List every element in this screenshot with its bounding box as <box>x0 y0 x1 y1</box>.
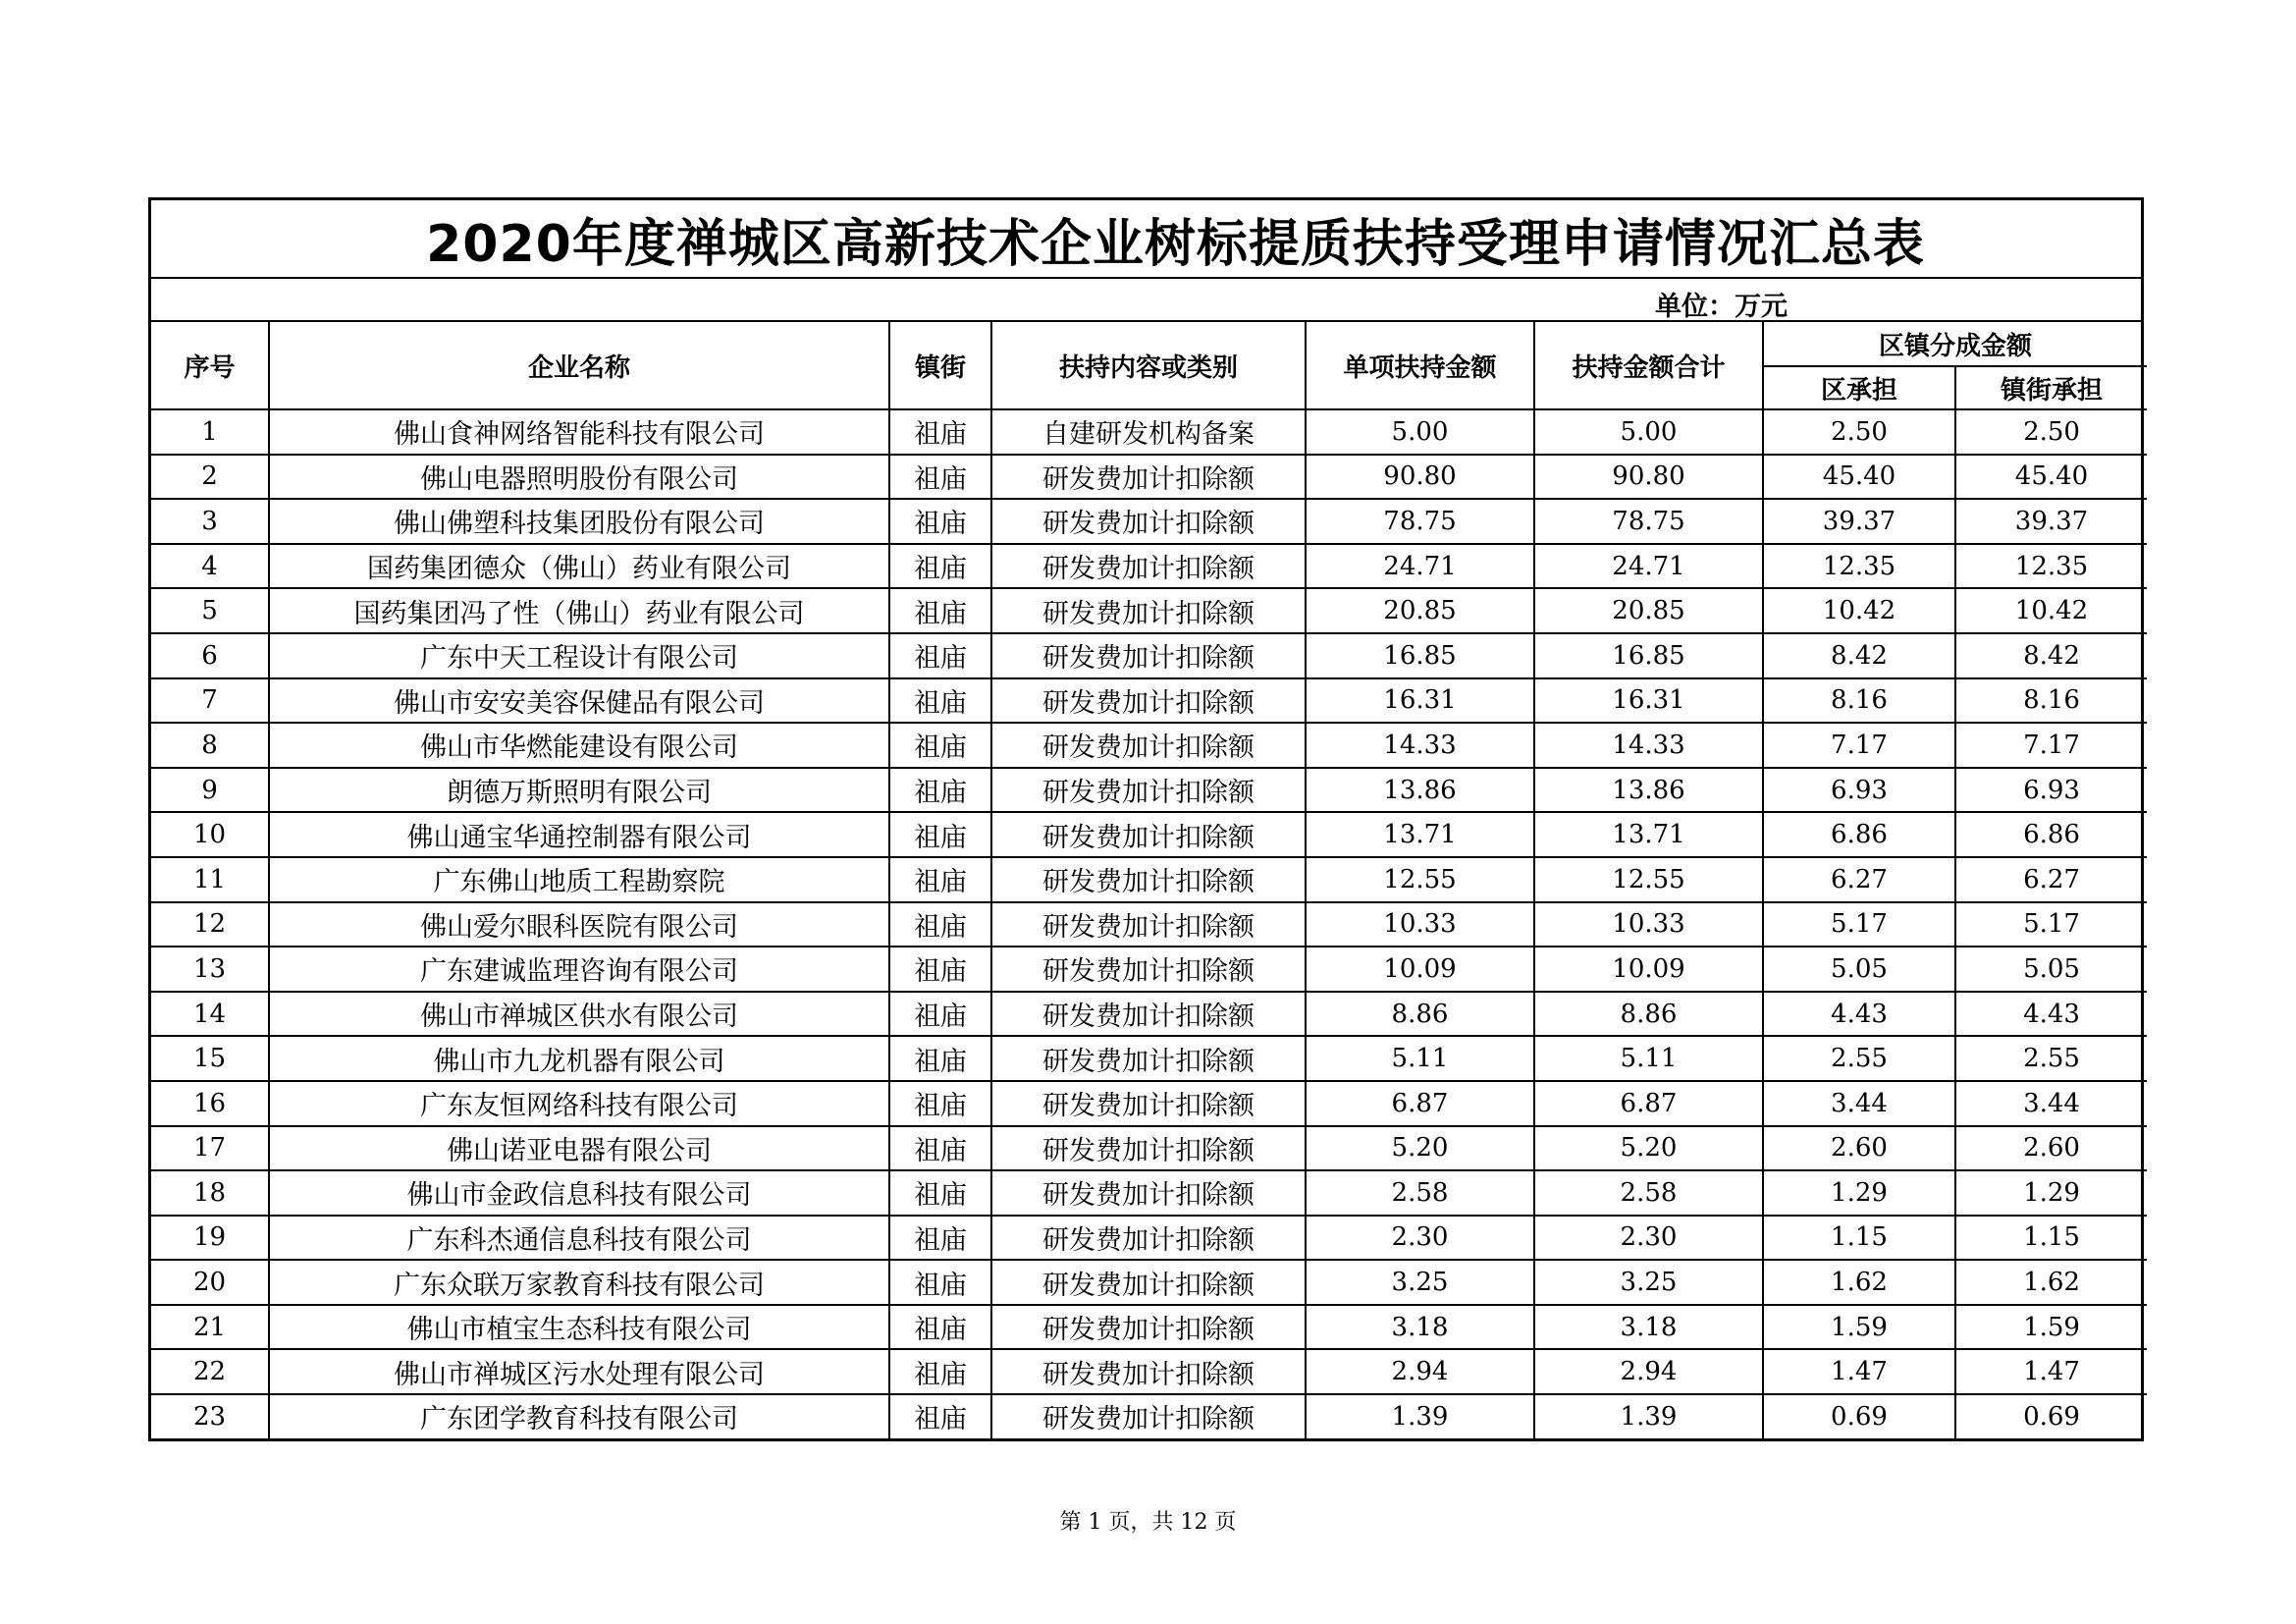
cell-content: 研发费加计扣除额 <box>991 1081 1306 1126</box>
cell-content: 研发费加计扣除额 <box>991 1349 1306 1394</box>
cell-single-amount: 5.20 <box>1306 1126 1534 1171</box>
cell-company: 佛山佛塑科技集团股份有限公司 <box>269 499 889 544</box>
cell-total-amount: 16.31 <box>1534 678 1763 724</box>
cell-single-amount: 5.00 <box>1306 409 1534 455</box>
cell-town: 祖庙 <box>889 947 991 992</box>
cell-company: 国药集团冯了性（佛山）药业有限公司 <box>269 588 889 633</box>
cell-seq: 8 <box>151 723 269 768</box>
cell-single-amount: 8.86 <box>1306 992 1534 1037</box>
cell-company: 佛山市金政信息科技有限公司 <box>269 1170 889 1216</box>
cell-town: 祖庙 <box>889 409 991 455</box>
cell-town: 祖庙 <box>889 1394 991 1438</box>
cell-content: 研发费加计扣除额 <box>991 1260 1306 1305</box>
cell-district-share: 2.50 <box>1763 409 1955 455</box>
cell-town-share: 2.55 <box>1955 1036 2147 1081</box>
cell-town-share: 1.29 <box>1955 1170 2147 1216</box>
cell-total-amount: 1.39 <box>1534 1394 1763 1438</box>
cell-town: 祖庙 <box>889 1260 991 1305</box>
cell-company: 广东建诚监理咨询有限公司 <box>269 947 889 992</box>
cell-content: 研发费加计扣除额 <box>991 633 1306 678</box>
cell-company: 朗德万斯照明有限公司 <box>269 768 889 813</box>
cell-district-share: 12.35 <box>1763 544 1955 589</box>
cell-seq: 16 <box>151 1081 269 1126</box>
cell-single-amount: 12.55 <box>1306 857 1534 902</box>
table-row <box>151 1394 2147 1438</box>
table-row <box>151 992 2147 1037</box>
cell-district-share: 10.42 <box>1763 588 1955 633</box>
table-row <box>151 1081 2147 1126</box>
cell-district-share: 2.60 <box>1763 1126 1955 1171</box>
table-row <box>151 544 2147 589</box>
cell-single-amount: 16.85 <box>1306 633 1534 678</box>
cell-town: 祖庙 <box>889 1126 991 1171</box>
cell-district-share: 8.42 <box>1763 633 1955 678</box>
header-content: 扶持内容或类别 <box>991 322 1306 409</box>
cell-seq: 1 <box>151 409 269 455</box>
cell-district-share: 1.47 <box>1763 1349 1955 1394</box>
cell-district-share: 39.37 <box>1763 499 1955 544</box>
cell-company: 广东众联万家教育科技有限公司 <box>269 1260 889 1305</box>
cell-town-share: 6.93 <box>1955 768 2147 813</box>
cell-town: 祖庙 <box>889 812 991 857</box>
cell-seq: 22 <box>151 1349 269 1394</box>
cell-company: 广东佛山地质工程勘察院 <box>269 857 889 902</box>
cell-single-amount: 2.30 <box>1306 1216 1534 1261</box>
cell-total-amount: 2.58 <box>1534 1170 1763 1216</box>
cell-town-share: 1.62 <box>1955 1260 2147 1305</box>
cell-town: 祖庙 <box>889 1216 991 1261</box>
cell-total-amount: 24.71 <box>1534 544 1763 589</box>
cell-seq: 6 <box>151 633 269 678</box>
table-row <box>151 812 2147 857</box>
cell-total-amount: 90.80 <box>1534 455 1763 500</box>
table-row <box>151 1170 2147 1216</box>
cell-single-amount: 90.80 <box>1306 455 1534 500</box>
cell-town: 祖庙 <box>889 1170 991 1216</box>
cell-content: 研发费加计扣除额 <box>991 544 1306 589</box>
cell-town: 祖庙 <box>889 857 991 902</box>
cell-single-amount: 78.75 <box>1306 499 1534 544</box>
cell-seq: 2 <box>151 455 269 500</box>
cell-seq: 21 <box>151 1305 269 1350</box>
cell-company: 广东团学教育科技有限公司 <box>269 1394 889 1438</box>
cell-single-amount: 5.11 <box>1306 1036 1534 1081</box>
cell-content: 研发费加计扣除额 <box>991 1394 1306 1438</box>
table-row <box>151 499 2147 544</box>
cell-town-share: 6.86 <box>1955 812 2147 857</box>
header-total-amount: 扶持金额合计 <box>1534 322 1763 409</box>
cell-district-share: 5.17 <box>1763 902 1955 947</box>
cell-content: 自建研发机构备案 <box>991 409 1306 455</box>
header-seq: 序号 <box>151 322 269 409</box>
header-town-share: 镇街承担 <box>1955 366 2147 409</box>
cell-town: 祖庙 <box>889 455 991 500</box>
cell-town: 祖庙 <box>889 1081 991 1126</box>
cell-town-share: 5.17 <box>1955 902 2147 947</box>
cell-total-amount: 78.75 <box>1534 499 1763 544</box>
cell-district-share: 6.86 <box>1763 812 1955 857</box>
cell-town-share: 6.27 <box>1955 857 2147 902</box>
cell-seq: 7 <box>151 678 269 724</box>
cell-company: 广东中天工程设计有限公司 <box>269 633 889 678</box>
table-row <box>151 409 2147 455</box>
cell-district-share: 4.43 <box>1763 992 1955 1037</box>
cell-company: 佛山市禅城区供水有限公司 <box>269 992 889 1037</box>
cell-town: 祖庙 <box>889 1349 991 1394</box>
cell-company: 广东科杰通信息科技有限公司 <box>269 1216 889 1261</box>
cell-district-share: 6.93 <box>1763 768 1955 813</box>
cell-town-share: 8.16 <box>1955 678 2147 724</box>
header-single-amount: 单项扶持金额 <box>1306 322 1534 409</box>
cell-company: 佛山通宝华通控制器有限公司 <box>269 812 889 857</box>
cell-town-share: 4.43 <box>1955 992 2147 1037</box>
cell-content: 研发费加计扣除额 <box>991 455 1306 500</box>
cell-district-share: 8.16 <box>1763 678 1955 724</box>
cell-seq: 14 <box>151 992 269 1037</box>
cell-company: 佛山市植宝生态科技有限公司 <box>269 1305 889 1350</box>
cell-town: 祖庙 <box>889 499 991 544</box>
cell-town-share: 2.50 <box>1955 409 2147 455</box>
cell-town-share: 12.35 <box>1955 544 2147 589</box>
cell-district-share: 6.27 <box>1763 857 1955 902</box>
cell-town: 祖庙 <box>889 588 991 633</box>
cell-seq: 10 <box>151 812 269 857</box>
cell-total-amount: 2.30 <box>1534 1216 1763 1261</box>
cell-total-amount: 5.20 <box>1534 1126 1763 1171</box>
cell-seq: 17 <box>151 1126 269 1171</box>
cell-single-amount: 24.71 <box>1306 544 1534 589</box>
cell-district-share: 7.17 <box>1763 723 1955 768</box>
unit-row <box>151 279 2141 322</box>
summary-sheet <box>148 197 2144 1441</box>
cell-single-amount: 13.86 <box>1306 768 1534 813</box>
cell-single-amount: 10.09 <box>1306 947 1534 992</box>
cell-content: 研发费加计扣除额 <box>991 1170 1306 1216</box>
page-footer: 第 1 页，共 12 页 <box>1059 1510 1237 1535</box>
cell-total-amount: 13.86 <box>1534 768 1763 813</box>
table-row <box>151 455 2147 500</box>
cell-content: 研发费加计扣除额 <box>991 1126 1306 1171</box>
cell-town: 祖庙 <box>889 902 991 947</box>
table-row <box>151 1036 2147 1081</box>
header-company: 企业名称 <box>269 322 889 409</box>
cell-seq: 5 <box>151 588 269 633</box>
cell-single-amount: 1.39 <box>1306 1394 1534 1438</box>
cell-single-amount: 3.25 <box>1306 1260 1534 1305</box>
cell-district-share: 3.44 <box>1763 1081 1955 1126</box>
cell-district-share: 45.40 <box>1763 455 1955 500</box>
cell-district-share: 2.55 <box>1763 1036 1955 1081</box>
table-row <box>151 857 2147 902</box>
table-row <box>151 768 2147 813</box>
cell-total-amount: 3.25 <box>1534 1260 1763 1305</box>
cell-town-share: 1.15 <box>1955 1216 2147 1261</box>
cell-town-share: 3.44 <box>1955 1081 2147 1126</box>
cell-seq: 23 <box>151 1394 269 1438</box>
cell-content: 研发费加计扣除额 <box>991 1216 1306 1261</box>
table-row <box>151 1126 2147 1171</box>
cell-town: 祖庙 <box>889 723 991 768</box>
cell-content: 研发费加计扣除额 <box>991 902 1306 947</box>
table-row <box>151 588 2147 633</box>
cell-seq: 20 <box>151 1260 269 1305</box>
table-row <box>151 902 2147 947</box>
cell-total-amount: 13.71 <box>1534 812 1763 857</box>
cell-total-amount: 8.86 <box>1534 992 1763 1037</box>
cell-district-share: 1.29 <box>1763 1170 1955 1216</box>
table-row <box>151 1216 2147 1261</box>
cell-town-share: 2.60 <box>1955 1126 2147 1171</box>
page-title: 2020年度禅城区高新技术企业树标提质扶持受理申请情况汇总表 <box>151 200 2141 279</box>
cell-seq: 12 <box>151 902 269 947</box>
cell-district-share: 5.05 <box>1763 947 1955 992</box>
cell-content: 研发费加计扣除额 <box>991 723 1306 768</box>
cell-company: 广东友恒网络科技有限公司 <box>269 1081 889 1126</box>
cell-town-share: 1.47 <box>1955 1349 2147 1394</box>
cell-content: 研发费加计扣除额 <box>991 1036 1306 1081</box>
cell-town-share: 7.17 <box>1955 723 2147 768</box>
cell-company: 佛山食神网络智能科技有限公司 <box>269 409 889 455</box>
cell-town-share: 45.40 <box>1955 455 2147 500</box>
cell-total-amount: 16.85 <box>1534 633 1763 678</box>
cell-seq: 18 <box>151 1170 269 1216</box>
cell-district-share: 1.15 <box>1763 1216 1955 1261</box>
header-town: 镇街 <box>889 322 991 409</box>
cell-company: 佛山市九龙机器有限公司 <box>269 1036 889 1081</box>
subsidy-table <box>151 322 2147 1438</box>
cell-content: 研发费加计扣除额 <box>991 1305 1306 1350</box>
cell-total-amount: 12.55 <box>1534 857 1763 902</box>
cell-town-share: 5.05 <box>1955 947 2147 992</box>
cell-total-amount: 2.94 <box>1534 1349 1763 1394</box>
table-body <box>151 409 2147 1438</box>
cell-single-amount: 2.94 <box>1306 1349 1534 1394</box>
cell-single-amount: 10.33 <box>1306 902 1534 947</box>
cell-town: 祖庙 <box>889 1305 991 1350</box>
cell-single-amount: 14.33 <box>1306 723 1534 768</box>
cell-total-amount: 20.85 <box>1534 588 1763 633</box>
cell-town: 祖庙 <box>889 992 991 1037</box>
cell-seq: 4 <box>151 544 269 589</box>
cell-town: 祖庙 <box>889 678 991 724</box>
cell-district-share: 1.59 <box>1763 1305 1955 1350</box>
cell-town-share: 10.42 <box>1955 588 2147 633</box>
cell-content: 研发费加计扣除额 <box>991 992 1306 1037</box>
cell-town-share: 0.69 <box>1955 1394 2147 1438</box>
cell-company: 佛山爱尔眼科医院有限公司 <box>269 902 889 947</box>
cell-content: 研发费加计扣除额 <box>991 812 1306 857</box>
cell-district-share: 0.69 <box>1763 1394 1955 1438</box>
cell-company: 国药集团德众（佛山）药业有限公司 <box>269 544 889 589</box>
cell-content: 研发费加计扣除额 <box>991 499 1306 544</box>
cell-total-amount: 5.11 <box>1534 1036 1763 1081</box>
unit-label: 单位：万元 <box>1655 292 1788 322</box>
cell-single-amount: 3.18 <box>1306 1305 1534 1350</box>
cell-district-share: 1.62 <box>1763 1260 1955 1305</box>
cell-company: 佛山诺亚电器有限公司 <box>269 1126 889 1171</box>
cell-content: 研发费加计扣除额 <box>991 857 1306 902</box>
table-row <box>151 633 2147 678</box>
cell-total-amount: 6.87 <box>1534 1081 1763 1126</box>
cell-seq: 19 <box>151 1216 269 1261</box>
cell-single-amount: 6.87 <box>1306 1081 1534 1126</box>
table-row <box>151 678 2147 724</box>
cell-town-share: 1.59 <box>1955 1305 2147 1350</box>
cell-town: 祖庙 <box>889 544 991 589</box>
cell-total-amount: 10.09 <box>1534 947 1763 992</box>
cell-content: 研发费加计扣除额 <box>991 947 1306 992</box>
cell-town-share: 8.42 <box>1955 633 2147 678</box>
cell-company: 佛山市禅城区污水处理有限公司 <box>269 1349 889 1394</box>
table-row <box>151 1260 2147 1305</box>
cell-single-amount: 13.71 <box>1306 812 1534 857</box>
table-row <box>151 947 2147 992</box>
cell-company: 佛山市华燃能建设有限公司 <box>269 723 889 768</box>
cell-town: 祖庙 <box>889 1036 991 1081</box>
cell-town-share: 39.37 <box>1955 499 2147 544</box>
cell-single-amount: 20.85 <box>1306 588 1534 633</box>
table-row <box>151 723 2147 768</box>
cell-seq: 13 <box>151 947 269 992</box>
cell-total-amount: 10.33 <box>1534 902 1763 947</box>
cell-company: 佛山市安安美容保健品有限公司 <box>269 678 889 724</box>
table-row <box>151 1305 2147 1350</box>
cell-total-amount: 14.33 <box>1534 723 1763 768</box>
cell-content: 研发费加计扣除额 <box>991 678 1306 724</box>
cell-town: 祖庙 <box>889 768 991 813</box>
cell-seq: 3 <box>151 499 269 544</box>
cell-single-amount: 2.58 <box>1306 1170 1534 1216</box>
cell-seq: 9 <box>151 768 269 813</box>
cell-content: 研发费加计扣除额 <box>991 588 1306 633</box>
cell-company: 佛山电器照明股份有限公司 <box>269 455 889 500</box>
cell-total-amount: 5.00 <box>1534 409 1763 455</box>
cell-seq: 11 <box>151 857 269 902</box>
table-row <box>151 1349 2147 1394</box>
header-split-group: 区镇分成金额 <box>1763 322 2147 366</box>
header-district-share: 区承担 <box>1763 366 1955 409</box>
cell-town: 祖庙 <box>889 633 991 678</box>
cell-total-amount: 3.18 <box>1534 1305 1763 1350</box>
cell-single-amount: 16.31 <box>1306 678 1534 724</box>
cell-seq: 15 <box>151 1036 269 1081</box>
cell-content: 研发费加计扣除额 <box>991 768 1306 813</box>
